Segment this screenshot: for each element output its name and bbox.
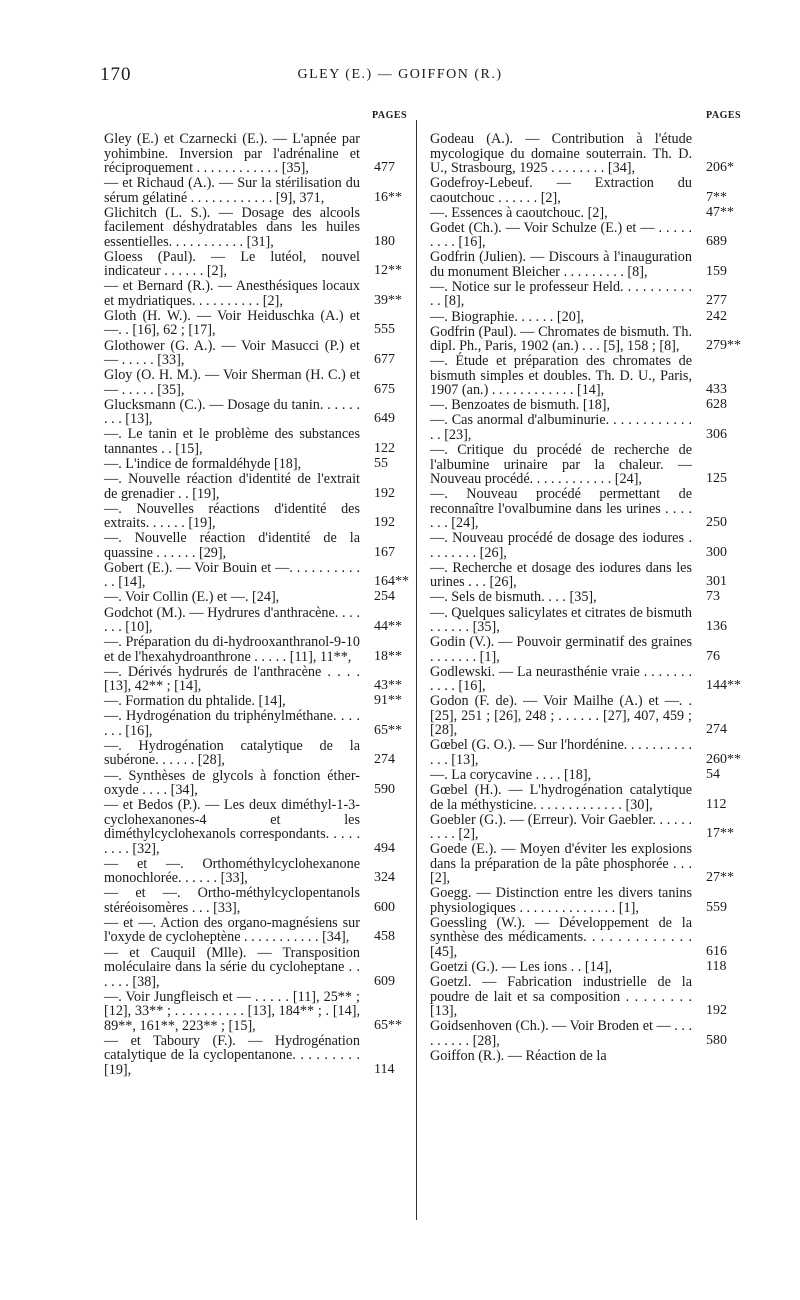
entry-page-ref: 206*: [706, 160, 734, 175]
entry-page-ref: 254: [374, 589, 395, 605]
entry-page-ref: 39**: [374, 292, 402, 308]
entry-text: — et Bedos (P.). — Les deux diméthyl-1-3-cyclohexanones-4 et les diméthylcyclohexanols correspondants. . . . . . . . . [32],: [104, 797, 360, 857]
entry-page-ref: 324: [374, 870, 395, 886]
entry-page-ref: 192: [374, 515, 395, 531]
entry-text: —. Formation du phtalide. [14],: [104, 693, 286, 710]
index-entry: [104, 455, 388, 472]
entry-text: Gloess (Paul). — Le lutéol, nouvel indicateur . . . . . . [2],: [104, 248, 360, 280]
entry-page-ref: 27**: [706, 870, 734, 886]
index-entry: [104, 530, 395, 561]
entry-text: —. Nouveau procédé de dosage des iodures . . . . . . . . [26],: [430, 530, 692, 561]
index-entry: [104, 500, 395, 532]
index-entry: [430, 1018, 727, 1049]
entry-text: Goegg. — Distinction entre les divers tanins physiologiques . . . . . . . . . . . . . . [1],: [430, 885, 692, 916]
entry-text: —. Synthèses de glycols à fonction éther-oxyde . . . . [34],: [104, 767, 360, 799]
index-entry: [430, 959, 727, 976]
entry-text: Goetzi (G.). — Les ions . . [14],: [430, 959, 613, 976]
entry-page-ref: 600: [374, 899, 395, 915]
page-number: 170: [100, 64, 132, 85]
entry-page-ref: 164**: [374, 574, 409, 590]
entry-text: Gloy (O. H. M.). — Voir Sherman (H. C.) et — . . . . . [35],: [104, 367, 360, 398]
entry-text: —. Recherche et dosage des iodures dans les urines . . . [26],: [430, 559, 692, 591]
index-entry: [430, 589, 720, 606]
entry-page-ref: 306: [706, 426, 727, 442]
entry-page-ref: 675: [374, 381, 395, 397]
entry-page-ref: 16**: [374, 189, 402, 205]
column-divider: [416, 120, 417, 1220]
entry-text: — et —. Orthométhylcyclohexanone monochlorée. . . . . . [33],: [104, 855, 360, 887]
entry-page-ref: 260**: [706, 751, 741, 767]
entry-page-ref: 300: [706, 544, 727, 560]
entry-page-ref: 47**: [706, 204, 734, 220]
entry-text: —. L'indice de formaldéhyde [18],: [104, 455, 302, 472]
index-entry: [104, 589, 395, 606]
index-entry: [104, 1032, 395, 1078]
index-entry: [104, 737, 395, 769]
entry-text: Glichitch (L. S.). — Dosage des alcools facilement déshydratables dans les huiles essentielles. . . . . . . . . . . [31],: [104, 204, 360, 250]
entry-text: —. Sels de bismuth. . . . [35],: [430, 589, 597, 606]
entry-text: Glothower (G. A.). — Voir Masucci (P.) et — . . . . . [33],: [104, 337, 360, 369]
entry-page-ref: 55: [374, 455, 388, 471]
entry-page-ref: 192: [706, 1003, 727, 1019]
entry-text: Godfrin (Paul). — Chromates de bismuth. Th. dipl. Ph., Paris, 1902 (an.) . . . [5], 158 ; [8],: [430, 323, 692, 355]
entry-page-ref: 279**: [706, 338, 741, 354]
entry-page-ref: 677: [374, 352, 395, 368]
index-entry: [430, 766, 720, 783]
entry-text: Glucksmann (C.). — Dosage du tanin. . . . . . . . . [13],: [104, 396, 360, 428]
index-entry: [104, 885, 395, 916]
index-entry: [430, 974, 727, 1020]
entry-text: —. Préparation du di-hydrooxanthranol-9-10 et de l'hexahydroanthrone . . . . . [11], 11**,: [104, 634, 360, 665]
index-entry: [104, 307, 395, 339]
entry-page-ref: 458: [374, 929, 395, 945]
index-entry: [104, 175, 402, 206]
index-entry: [104, 914, 395, 946]
entry-text: Godet (Ch.). — Voir Schulze (E.) et — . . . . . . . . . [16],: [430, 219, 692, 251]
entry-text: —. Essences à caoutchouc. [2],: [430, 204, 608, 221]
index-entry: [104, 559, 409, 591]
index-entry: [430, 811, 734, 843]
entry-page-ref: 65**: [374, 1017, 402, 1033]
index-entry: [430, 737, 741, 768]
index-entry: [430, 782, 727, 813]
entry-page-ref: 301: [706, 574, 727, 590]
entry-page-ref: 192: [374, 485, 395, 501]
entry-text: Godeau (A.). — Contribution à l'étude mycologique du domaine souterrain. Th. D. U., Strasbourg, 1925 . . . . . . . . [34],: [430, 131, 692, 176]
index-entry: [104, 278, 402, 309]
index-entry: [430, 1049, 692, 1064]
entry-page-ref: 136: [706, 619, 727, 634]
index-entry: [104, 396, 395, 428]
entry-page-ref: 180: [374, 233, 395, 249]
entry-page-ref: 18**: [374, 648, 402, 664]
entry-text: —. Étude et préparation des chromates de bismuth simples et doubles. Th. D. U., Paris, 1907 (an.) . . . . . . . . . . . . [14],: [430, 353, 692, 399]
entry-text: —. Dérivés hydrurés de l'anthracène . . . . [13], 42** ; [14],: [104, 663, 360, 695]
index-entry: [430, 663, 741, 695]
index-entry: [104, 693, 402, 710]
index-entry: [104, 767, 395, 799]
index-entry: [430, 841, 734, 887]
index-entries-right: [430, 131, 741, 1064]
entry-text: —. Le tanin et le problème des substances tannantes . . [15],: [104, 426, 360, 457]
entry-text: —. Voir Collin (E.) et —. [24],: [104, 589, 280, 606]
entry-page-ref: 73: [706, 589, 720, 605]
index-entry: [104, 131, 395, 176]
entry-text: —. Nouveau procédé permettant de reconnaître l'ovalbumine dans les urines . . . . . . . [24],: [430, 486, 692, 532]
entry-page-ref: 559: [706, 899, 727, 915]
index-entry: [430, 249, 727, 280]
entry-page-ref: 555: [374, 322, 395, 338]
index-entry: [430, 204, 734, 221]
entry-text: Gloth (H. W.). — Voir Heiduschka (A.) et —. . [16], 62 ; [17],: [104, 307, 360, 339]
entry-text: —. Quelques salicylates et citrates de bismuth . . . . . . [35],: [430, 604, 693, 635]
entry-text: — et Richaud (A.). — Sur la stérilisation du sérum gélatiné . . . . . . . . . . . . [9], 371,: [104, 175, 360, 206]
entry-text: — et Bernard (R.). — Anesthésiques locaux et mydriatiques. . . . . . . . . . [2],: [104, 278, 360, 309]
index-entry: [430, 486, 727, 532]
entry-page-ref: 159: [706, 263, 727, 279]
entry-text: Gœbel (H.). — L'hydrogénation catalytique de la méthysticine. . . . . . . . . . . . . [30],: [430, 782, 692, 813]
entry-text: Goessling (W.). — Développement de la synthèse des médicaments. . . . . . . . . . . . . [45],: [430, 914, 692, 960]
entry-page-ref: 250: [706, 515, 727, 531]
index-entry: [104, 471, 395, 502]
entry-text: Goiffon (R.). — Réaction de la: [430, 1047, 607, 1064]
index-entry: [430, 604, 727, 635]
entry-text: Gœbel (G. O.). — Sur l'hordénine. . . . . . . . . . . . . [13],: [430, 737, 692, 768]
entry-text: Godchot (M.). — Hydrures d'anthracène. . . . . . . [10],: [104, 604, 360, 635]
entry-page-ref: 242: [706, 308, 727, 324]
entry-page-ref: 689: [706, 234, 727, 250]
index-entry: [430, 219, 727, 251]
index-entry: [104, 367, 395, 398]
pages-column-label: PAGES: [372, 110, 408, 121]
index-entry: [104, 944, 395, 990]
running-title: GLEY (E.) — GOIFFON (R.): [297, 67, 503, 82]
entry-text: —. Benzoates de bismuth. [18],: [430, 397, 611, 414]
index-entry: [104, 248, 402, 280]
entry-page-ref: 12**: [374, 263, 402, 279]
entry-page-ref: 590: [374, 782, 395, 798]
entry-text: Godin (V.). — Pouvoir germinatif des graines . . . . . . . [1],: [430, 634, 692, 665]
entry-text: —. La corycavine . . . . [18],: [430, 766, 592, 783]
entry-text: —. Critique du procédé de recherche de l'albumine urinaire par la chaleur. — Nouveau procédé. . . . . . . . . . . . [24],: [430, 442, 692, 488]
index-entry: [430, 323, 741, 355]
entry-page-ref: 43**: [374, 678, 402, 694]
index-entry: [430, 559, 727, 591]
index-entry: [430, 308, 727, 325]
entry-text: Godlewski. — La neurasthénie vraie . . . . . . . . . . . [16],: [430, 663, 692, 695]
entry-text: Godfrin (Julien). — Discours à l'inauguration du monument Bleicher . . . . . . . . . [8],: [430, 249, 692, 280]
entry-page-ref: 277: [706, 293, 727, 309]
index-entry: [104, 337, 395, 369]
index-entry: [430, 397, 727, 414]
entry-page-ref: 114: [374, 1061, 395, 1077]
entry-page-ref: 274: [706, 722, 727, 738]
index-entry: [104, 988, 402, 1034]
entry-text: —. Hydrogénation du triphénylméthane. . . . . . . [16],: [104, 708, 360, 739]
entry-text: — et —. Action des organo-magnésiens sur l'oxyde de cycloheptène . . . . . . . . . . . [34],: [104, 914, 360, 946]
entry-text: Gley (E.) et Czarnecki (E.). — L'apnée par yohimbine. Inversion par l'adrénaline et réciproquement . . . . . . . . . . . . [35],: [104, 131, 360, 176]
entry-page-ref: 274: [374, 752, 395, 768]
entry-page-ref: 494: [374, 840, 395, 856]
index-entry: [104, 426, 395, 457]
index-entry: [430, 353, 727, 399]
index-entries-left: [104, 131, 409, 1078]
index-entry: [104, 797, 395, 857]
pages-column-label: PAGES: [706, 110, 742, 121]
index-entry: [104, 604, 402, 635]
entry-page-ref: 580: [706, 1032, 727, 1048]
entry-text: —. Biographie. . . . . . [20],: [430, 308, 585, 325]
entry-page-ref: 65**: [374, 722, 402, 738]
index-entry: [430, 634, 720, 665]
index-entry: [430, 278, 727, 310]
entry-text: — et Cauquil (Mlle). — Transposition moléculaire dans la série du cycloheptane . . . . . . [38],: [104, 944, 360, 990]
entry-page-ref: 433: [706, 382, 727, 398]
entry-text: Gobert (E.). — Voir Bouin et —. . . . . . . . . . . . [14],: [104, 559, 360, 591]
entry-text: —. Notice sur le professeur Held. . . . . . . . . . . . [8],: [430, 278, 692, 310]
entry-page-ref: 112: [706, 796, 727, 812]
index-entry: [430, 914, 727, 960]
index-entry: [104, 708, 402, 739]
entry-page-ref: 477: [374, 160, 395, 175]
entry-text: Godon (F. de). — Voir Mailhe (A.) et —. . [25], 251 ; [26], 248 ; . . . . . . [27], 407, 459 ; [28],: [430, 693, 692, 739]
entry-text: —. Voir Jungfleisch et — . . . . . [11], 25** ; [12], 33** ; . . . . . . . . . . [13], 184** ; . [14], 89**, 161**, 223** ; [15],: [104, 988, 360, 1034]
entry-text: —. Nouvelle réaction d'identité de l'extrait de grenadier . . [19],: [104, 471, 360, 502]
entry-text: Goetzl. — Fabrication industrielle de la poudre de lait et sa composition . . . . . . . . [13],: [430, 974, 692, 1020]
entry-page-ref: 44**: [374, 619, 402, 634]
index-entry: [104, 855, 395, 887]
entry-page-ref: 54: [706, 766, 720, 782]
index-entry: [430, 885, 727, 916]
entry-page-ref: 17**: [706, 826, 734, 842]
entry-text: —. Nouvelle réaction d'identité de la quassine . . . . . . [29],: [104, 530, 360, 561]
index-entry: [104, 663, 402, 695]
index-entry: [430, 412, 727, 443]
index-entry: [430, 530, 727, 561]
entry-page-ref: 167: [374, 544, 395, 560]
entry-page-ref: 649: [374, 411, 395, 427]
entry-page-ref: 125: [706, 471, 727, 487]
entry-text: Goidsenhoven (Ch.). — Voir Broden et — . . . . . . . . . [28],: [430, 1018, 692, 1049]
page-header: [0, 64, 800, 92]
entry-text: — et —. Ortho-méthylcyclopentanols stéréoisomères . . . [33],: [104, 885, 360, 916]
entry-text: Goede (E.). — Moyen d'éviter les explosions dans la préparation de la pâte phosphorée . . . [2],: [430, 841, 692, 887]
entry-page-ref: 628: [706, 397, 727, 413]
entry-page-ref: 609: [374, 973, 395, 989]
entry-page-ref: 91**: [374, 693, 402, 709]
entry-page-ref: 118: [706, 959, 727, 975]
index-entry: [104, 634, 402, 665]
entry-text: —. Nouvelles réactions d'identité des extraits. . . . . . [19],: [104, 500, 360, 532]
index-entry: [104, 204, 395, 250]
index-entry: [430, 693, 727, 739]
entry-page-ref: 7**: [706, 189, 727, 205]
entry-page-ref: 616: [706, 943, 727, 959]
index-entry: [430, 131, 734, 176]
entry-page-ref: 76: [706, 648, 720, 664]
entry-text: — et Taboury (F.). — Hydrogénation catalytique de la cyclopentanone. . . . . . . . . [19],: [104, 1032, 360, 1078]
index-entry: [430, 175, 727, 206]
entry-text: —. Hydrogénation catalytique de la subérone. . . . . . [28],: [104, 737, 360, 769]
entry-page-ref: 144**: [706, 678, 741, 694]
entry-text: —. Cas anormal d'albuminurie. . . . . . . . . . . . . . [23],: [430, 412, 692, 443]
entry-text: Goebler (G.). — (Erreur). Voir Gaebler. . . . . . . . . . [2],: [430, 811, 692, 843]
index-entry: [430, 442, 727, 488]
entry-text: Godefroy-Lebeuf. — Extraction du caoutchouc . . . . . . [2],: [430, 175, 692, 206]
entry-page-ref: 122: [374, 440, 395, 456]
